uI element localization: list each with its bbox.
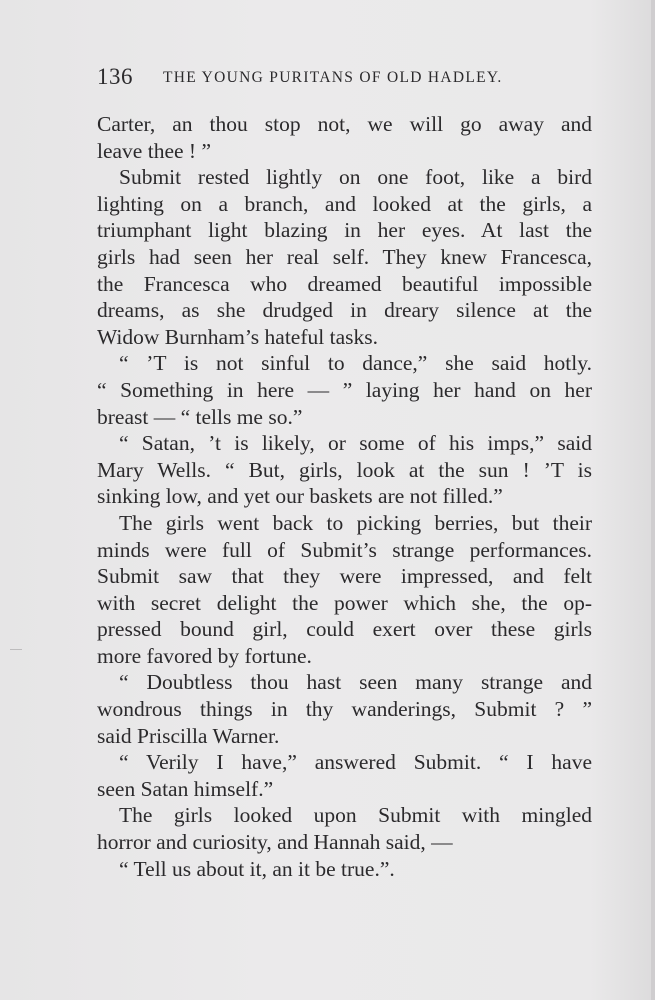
text-line: pressed bound girl, could exert over these girls [97, 617, 592, 642]
text-line: “ Satan, ’t is likely, or some of his imps,” said [119, 431, 592, 456]
text-line: sinking low, and yet our baskets are not filled.” [97, 484, 503, 509]
text-line: girls had seen her real self. They knew Francesca, [97, 244, 592, 269]
text-line: horror and curiosity, and Hannah said, — [97, 830, 453, 855]
page-number: 136 [97, 64, 133, 89]
text-line: leave thee ! ” [97, 138, 211, 163]
text-line: triumphant light blazing in her eyes. At last the [97, 218, 592, 243]
text-line: lighting on a branch, and looked at the girls, a [97, 191, 592, 216]
text-line: Submit saw that they were impressed, and felt [97, 564, 592, 589]
text-line: dreams, as she drudged in dreary silence at the [97, 298, 592, 323]
text-line: Carter, an thou stop not, we will go away and [97, 112, 592, 136]
text-line: “ Something in here — ” laying her hand on her [97, 377, 592, 402]
body-text [97, 111, 592, 882]
text-line: with secret delight the power which she, the op- [97, 590, 592, 615]
text-line: “ Doubtless thou hast seen many strange and [119, 670, 592, 695]
text-line: Mary Wells. “ But, girls, look at the sun ! ’T is [97, 457, 592, 482]
text-line: more favored by fortune. [97, 643, 312, 668]
text-line: Widow Burnham’s hateful tasks. [97, 324, 378, 349]
text-line: The girls looked upon Submit with mingled [119, 803, 592, 828]
page-header [97, 64, 597, 94]
text-line: Submit rested lightly on one foot, like a bird [119, 165, 592, 190]
text-line: “ ’T is not sinful to dance,” she said hotly. [119, 351, 592, 376]
paper-mark [10, 649, 22, 650]
page-edge [651, 0, 655, 1000]
text-line: “ Tell us about it, an it be true.”. [119, 856, 395, 881]
text-line: the Francesca who dreamed beautiful impossible [97, 271, 592, 296]
text-line: said Priscilla Warner. [97, 723, 280, 748]
text-line: breast — “ tells me so.” [97, 404, 303, 429]
running-head: THE YOUNG PURITANS OF OLD HADLEY. [163, 69, 503, 86]
text-line: “ Verily I have,” answered Submit. “ I have [119, 750, 592, 775]
text-line: seen Satan himself.” [97, 776, 274, 801]
text-line: wondrous things in thy wanderings, Submit ? ” [97, 697, 592, 722]
text-line: minds were full of Submit’s strange performances. [97, 537, 592, 562]
text-line: The girls went back to picking berries, but their [119, 510, 592, 535]
